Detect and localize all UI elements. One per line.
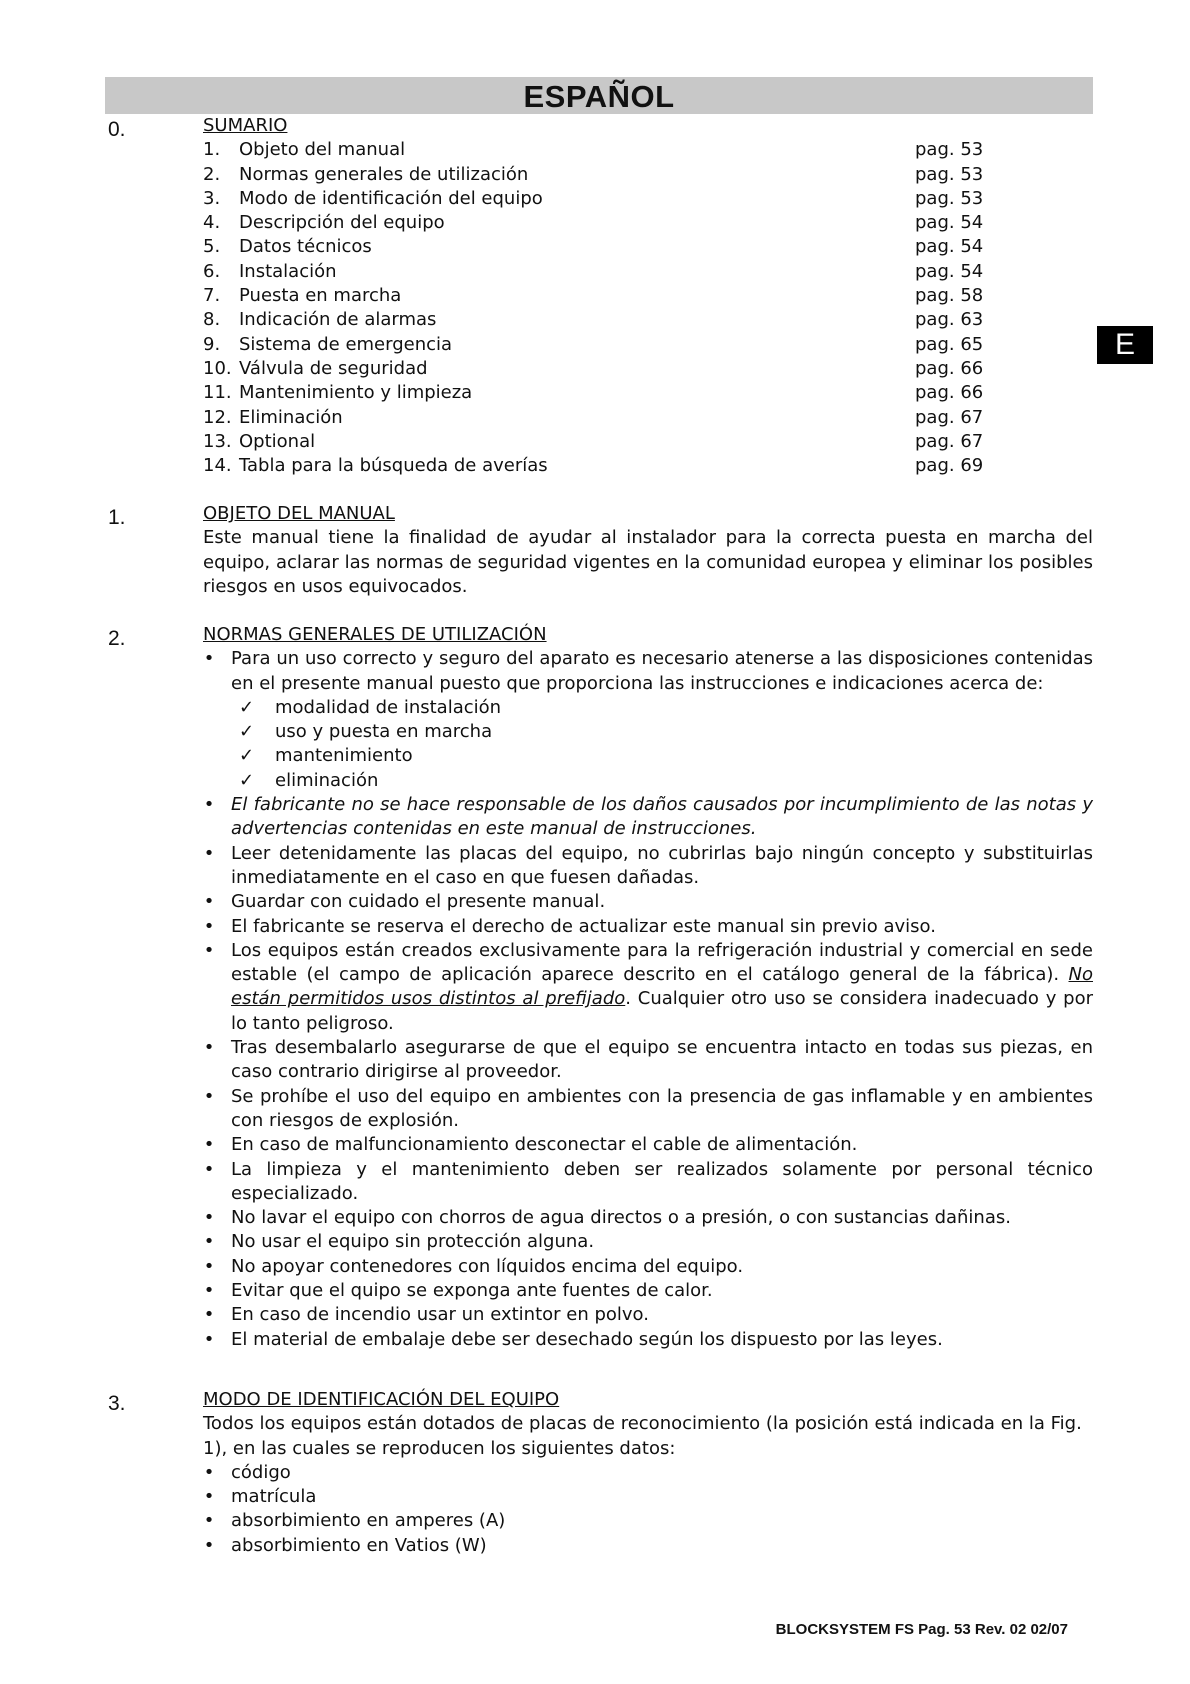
list-item: • No lavar el equipo con chorros de agua directos o a presión, o con sustancias dañinas. — [203, 1206, 1093, 1230]
page-footer: BLOCKSYSTEM FS Pag. 53 Rev. 02 02/07 — [775, 1621, 1068, 1638]
toc-row — [203, 406, 1093, 430]
toc-item-title: Sistema de emergencia — [239, 333, 453, 355]
identification-data-list — [203, 1461, 1093, 1558]
toc-item-number: 7. — [203, 285, 221, 307]
toc-item-page: pag. 54 — [915, 212, 984, 234]
section-1-heading: OBJETO DEL MANUAL — [203, 503, 395, 524]
toc-item-title: Eliminación — [239, 406, 343, 428]
toc-item-number: 6. — [203, 260, 221, 282]
toc-item-number: 13. — [203, 430, 232, 452]
checklist — [231, 696, 1093, 793]
toc-row — [203, 357, 1093, 381]
checklist-item: ✓ uso y puesta en marcha — [231, 720, 1093, 744]
list-item: • No usar el equipo sin protección alguna. — [203, 1230, 1093, 1254]
toc-item-title: Indicación de alarmas — [239, 309, 437, 331]
list-item-text: . Cualquier otro uso se considera inadecuado y por lo tanto peligroso. — [231, 988, 1093, 1034]
toc-row — [203, 187, 1093, 211]
list-item: • La limpieza y el mantenimiento deben ser realizados solamente por personal técnico especializado. — [203, 1158, 1093, 1207]
toc-row — [203, 211, 1093, 235]
checklist-item: ✓ modalidad de instalación — [231, 696, 1093, 720]
list-item: • En caso de incendio usar un extintor en polvo. — [203, 1303, 1093, 1327]
section-1-paragraph: Este manual tiene la finalidad de ayudar al instalador para la correcta puesta en marcha del equipo, aclarar las normas de seguridad vigentes en la comunidad europea y eliminar los posibles riesgos en usos equivocados. — [203, 527, 1093, 597]
toc-item-title: Datos técnicos — [239, 236, 372, 258]
toc-row — [203, 235, 1093, 259]
list-item: • código — [203, 1461, 1093, 1485]
toc-item-title: Instalación — [239, 260, 337, 282]
toc-item-number: 12. — [203, 406, 232, 428]
toc-item-number: 4. — [203, 212, 221, 234]
section-3-paragraph: Todos los equipos están dotados de placas de reconocimiento (la posición está indicada en la Fig. 1), en las cuales se reproducen los siguientes datos: — [203, 1413, 1082, 1459]
language-tab-marker: E — [1097, 326, 1153, 364]
list-item: • Tras desembalarlo asegurarse de que el equipo se encuentra intacto en todas sus piezas, en caso contrario dirigirse al proveedor. — [203, 1036, 1093, 1085]
toc-item-number: 2. — [203, 163, 221, 185]
section-2-heading: NORMAS GENERALES DE UTILIZACIÓN — [203, 624, 547, 645]
toc-row — [203, 163, 1093, 187]
list-item: • Evitar que el quipo se exponga ante fuentes de calor. — [203, 1279, 1093, 1303]
toc-item-title: Normas generales de utilización — [239, 163, 529, 185]
toc-item-title: Descripción del equipo — [239, 212, 445, 234]
toc-row — [203, 454, 1093, 478]
section-normas-generales — [203, 623, 1093, 1352]
list-item: • El fabricante no se hace responsable de los daños causados por incumplimiento de las notas y advertencias contenidas en este manual de instrucciones. — [203, 793, 1093, 842]
toc-item-page: pag. 54 — [915, 260, 984, 282]
toc-item-page: pag. 66 — [915, 382, 984, 404]
section-objeto-del-manual — [203, 502, 1093, 599]
toc-item-number: 3. — [203, 187, 221, 209]
table-of-contents — [203, 114, 1093, 478]
list-item: • Se prohíbe el uso del equipo en ambientes con la presencia de gas inflamable y en ambientes con riesgos de explosión. — [203, 1085, 1093, 1134]
section-2-number: 2. — [108, 627, 126, 650]
checklist-item: ✓ mantenimiento — [231, 744, 1093, 768]
toc-item-page: pag. 65 — [915, 333, 984, 355]
toc-item-page: pag. 67 — [915, 430, 984, 452]
toc-item-number: 10. — [203, 357, 232, 379]
toc-item-page: pag. 53 — [915, 163, 984, 185]
toc-item-title: Optional — [239, 430, 316, 452]
toc-item-title: Objeto del manual — [239, 139, 406, 161]
rules-list — [203, 647, 1093, 1352]
toc-row — [203, 284, 1093, 308]
list-item-text: Los equipos están creados exclusivamente para la refrigeración industrial y comercial en sede estable (el campo de aplicación aparece descrito en el catálogo general de la fábrica). — [231, 939, 1093, 986]
toc-item-number: 14. — [203, 455, 232, 477]
list-item: • No apoyar contenedores con líquidos encima del equipo. — [203, 1255, 1093, 1279]
toc-row — [203, 381, 1093, 405]
emphasis-text: No están permitidos usos distintos al prefijado — [231, 964, 1093, 1010]
toc-heading: SUMARIO — [203, 115, 288, 136]
list-item: • absorbimiento en amperes (A) — [203, 1509, 1093, 1533]
list-item: • El material de embalaje debe ser desechado según los dispuesto por las leyes. — [203, 1328, 1093, 1352]
toc-item-title: Mantenimiento y limpieza — [239, 382, 473, 404]
toc-item-page: pag. 67 — [915, 406, 984, 428]
toc-item-number: 11. — [203, 382, 232, 404]
toc-item-page: pag. 69 — [915, 455, 984, 477]
toc-row — [203, 260, 1093, 284]
list-item-text: Para un uso correcto y seguro del aparato es necesario atenerse a las disposiciones contenidas en el presente manual puesto que proporciona las instrucciones e indicaciones acerca de: — [231, 648, 1093, 694]
toc-item-title: Tabla para la búsqueda de averías — [239, 455, 548, 477]
toc-item-number: 5. — [203, 236, 221, 258]
toc-item-page: pag. 54 — [915, 236, 984, 258]
language-header — [105, 77, 1093, 114]
toc-item-number: 9. — [203, 333, 221, 355]
list-item: • matrícula — [203, 1485, 1093, 1509]
checklist-item: ✓ eliminación — [231, 769, 1093, 793]
list-item: • Guardar con cuidado el presente manual. — [203, 890, 1093, 914]
toc-item-title: Válvula de seguridad — [239, 357, 428, 379]
toc-item-page: pag. 66 — [915, 357, 984, 379]
section-modo-identificacion — [203, 1388, 1093, 1558]
section-3-number: 3. — [108, 1392, 126, 1415]
toc-row — [203, 308, 1093, 332]
toc-item-page: pag. 58 — [915, 285, 984, 307]
section-3-heading: MODO DE IDENTIFICACIÓN DEL EQUIPO — [203, 1389, 560, 1410]
toc-row — [203, 333, 1093, 357]
language-title: ESPAÑOL — [523, 79, 675, 114]
toc-number: 0. — [108, 118, 126, 141]
toc-row — [203, 430, 1093, 454]
toc-item-title: Modo de identificación del equipo — [239, 187, 543, 209]
toc-item-number: 8. — [203, 309, 221, 331]
toc-item-title: Puesta en marcha — [239, 285, 402, 307]
toc-item-page: pag. 53 — [915, 187, 984, 209]
toc-item-page: pag. 53 — [915, 139, 984, 161]
list-item — [203, 939, 1093, 1036]
list-item: • El fabricante se reserva el derecho de actualizar este manual sin previo aviso. — [203, 915, 1093, 939]
list-item: • Leer detenidamente las placas del equipo, no cubrirlas bajo ningún concepto y substituirlas inmediatamente en el caso en que fuesen dañadas. — [203, 842, 1093, 891]
section-1-number: 1. — [108, 506, 126, 529]
list-item — [203, 647, 1093, 793]
toc-row — [203, 138, 1093, 162]
list-item: • En caso de malfuncionamiento desconectar el cable de alimentación. — [203, 1133, 1093, 1157]
list-item: • absorbimiento en Vatios (W) — [203, 1534, 1093, 1558]
toc-item-page: pag. 63 — [915, 309, 984, 331]
toc-item-number: 1. — [203, 139, 221, 161]
